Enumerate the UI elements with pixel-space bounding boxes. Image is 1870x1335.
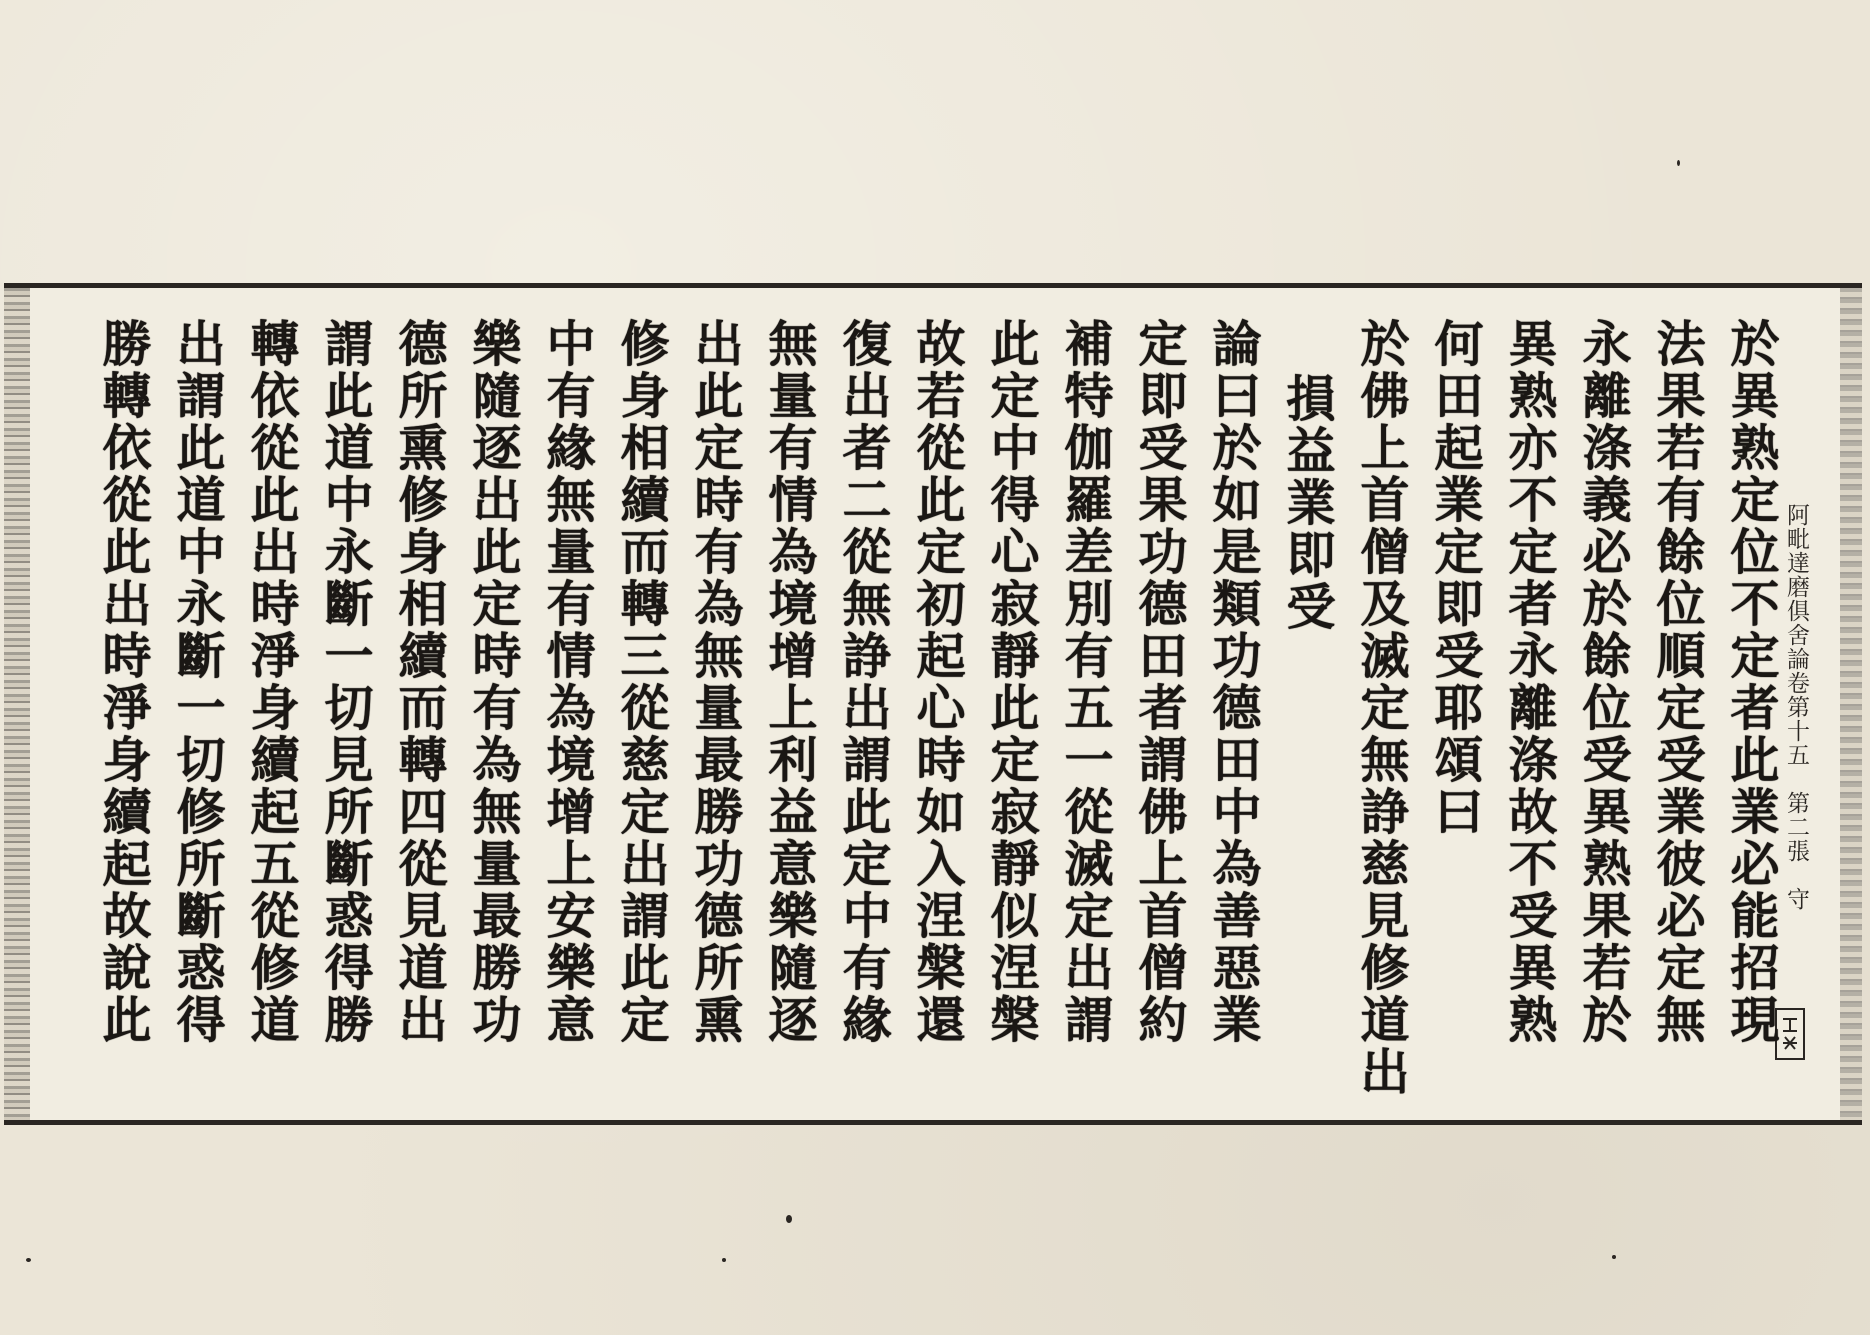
margin-note-page: 第二張 <box>1783 791 1809 863</box>
text-column-19: 德所熏修身相續而轉四從見道出 <box>391 318 449 1046</box>
text-column-7: 損益業即受 <box>1279 373 1337 633</box>
paper-speck <box>26 1258 31 1262</box>
margin-note <box>1780 503 1813 911</box>
text-column-22: 出謂此道中永斷一切修所斷惑得 <box>169 318 227 1046</box>
paper-speck <box>1677 160 1680 166</box>
text-column-8: 論曰於如是類功德田中為善惡業 <box>1205 318 1263 1046</box>
paper-speck <box>1612 1255 1616 1259</box>
text-panel <box>4 283 1862 1125</box>
text-column-5: 何田起業定即受耶頌曰 <box>1427 318 1485 838</box>
margin-note-title: 阿毗達磨俱舍論卷第十五 <box>1783 503 1809 767</box>
text-column-9: 定即受果功德田者謂佛上首僧約 <box>1131 318 1189 1046</box>
text-column-4: 異熟亦不定者永離涤故不受異熟 <box>1501 318 1559 1046</box>
text-column-12: 故若從此定初起心時如入涅槃還 <box>909 318 967 1046</box>
text-column-15: 出此定時有為無量最勝功德所熏 <box>687 318 745 1046</box>
text-column-17: 中有緣無量有情為境增上安樂意 <box>539 318 597 1046</box>
text-column-11: 此定中得心寂靜此定寂靜似涅槃 <box>983 318 1041 1046</box>
text-column-2: 法果若有餘位順定受業彼必定無 <box>1649 318 1707 1046</box>
text-column-13: 復出者二從無諍出謂此定中有緣 <box>835 318 893 1046</box>
text-column-10: 補特伽羅差別有五一從滅定出謂 <box>1057 318 1115 1046</box>
panel-left-edge <box>4 288 30 1120</box>
paper-speck <box>786 1215 792 1223</box>
text-column-21: 轉依從此出時淨身續起五從修道 <box>243 318 301 1046</box>
text-column-16: 修身相續而轉三從慈定出謂此定 <box>613 318 671 1046</box>
text-column-20: 謂此道中永斷一切見所斷惑得勝 <box>317 318 375 1046</box>
paper-speck <box>722 1258 726 1262</box>
margin-note-mark: 守 <box>1783 887 1809 911</box>
text-column-23: 勝轉依從此出時淨身續起故說此 <box>95 318 153 1046</box>
text-column-6: 於佛上首僧及滅定無諍慈見修道出 <box>1353 318 1411 1098</box>
text-column-18: 樂隨逐出此定時有為無量最勝功 <box>465 318 523 1046</box>
text-column-1: 於異熟定位不定者此業必能招現 <box>1723 318 1781 1046</box>
text-column-3: 永離涤義必於餘位受異熟果若於 <box>1575 318 1633 1046</box>
text-column-14: 無量有情為境增上利益意樂隨逐 <box>761 318 819 1046</box>
panel-right-edge <box>1840 288 1862 1120</box>
